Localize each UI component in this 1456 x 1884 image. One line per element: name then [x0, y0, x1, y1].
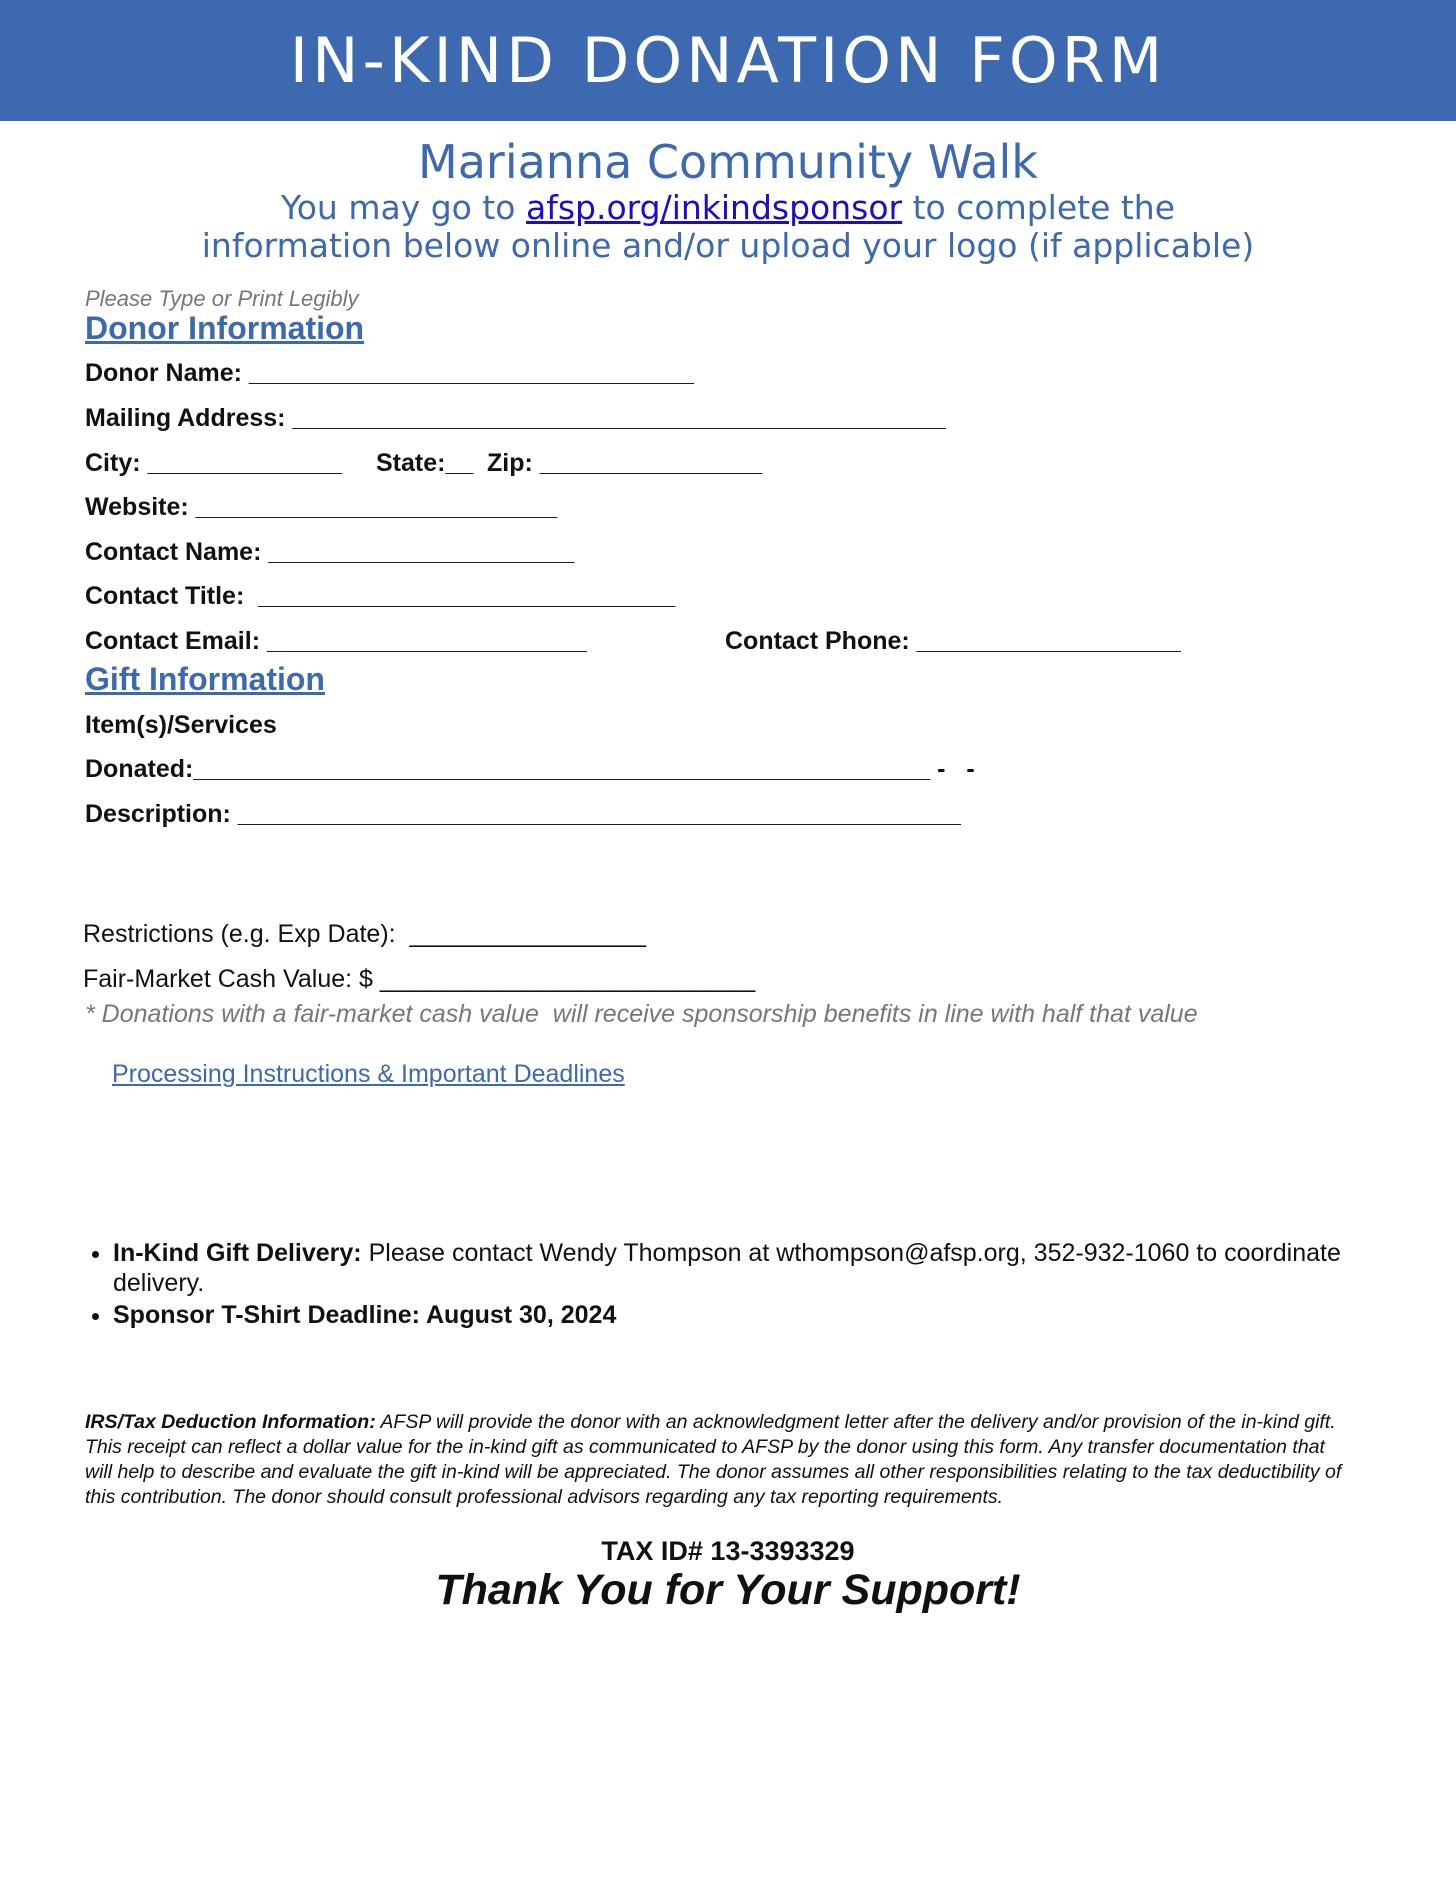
- deadline-list: [85, 1238, 1383, 1332]
- form-title-banner: IN-KIND DONATION FORM: [0, 0, 1456, 121]
- list-item: [113, 1300, 1383, 1330]
- list-item: [113, 1238, 1383, 1298]
- website-field[interactable]: Website: __________________________: [85, 493, 558, 521]
- tax-info-label: IRS/Tax Deduction Information:: [85, 1411, 376, 1433]
- description-field[interactable]: Description: ____________________________________________________: [85, 800, 961, 828]
- donor-name-field[interactable]: Donor Name: ________________________________: [85, 359, 694, 387]
- online-note-line1: [0, 188, 1456, 228]
- fair-market-value-field[interactable]: Fair-Market Cash Value: $ ___________________________: [83, 965, 756, 993]
- event-name: Marianna Community Walk: [418, 135, 1038, 189]
- tax-info-text: AFSP will provide the donor with an acknowledgment letter after the delivery and/or provision of the in-kind gift. This receipt can reflect a dollar value for the in-kind gift as communicated to AFSP by the donor using this form. Any transfer documentation that will help to describe and evaluate the gift in-kind will be appreciated. The donor assumes all other responsibilities relating to the tax deductibility of this contribution. The donor should consult professional advisors regarding any tax reporting requirements.: [85, 1411, 1342, 1508]
- tax-id: TAX ID# 13-3393329: [601, 1536, 855, 1566]
- items-services-label: Item(s)/Services: [85, 711, 277, 739]
- restrictions-field[interactable]: Restrictions (e.g. Exp Date): _________________: [83, 920, 646, 948]
- tshirt-deadline: Sponsor T-Shirt Deadline: August 30, 2024: [113, 1301, 617, 1329]
- contact-phone-field[interactable]: Contact Phone: ___________________: [725, 627, 1181, 655]
- contact-name-field[interactable]: Contact Name: ______________________: [85, 538, 575, 566]
- online-note-line2: information below online and/or upload your logo (if applicable): [201, 226, 1255, 265]
- mailing-address-field[interactable]: Mailing Address: _______________________________________________: [85, 404, 946, 432]
- city-field[interactable]: City: ______________: [85, 449, 343, 477]
- state-field[interactable]: State:__: [376, 449, 474, 477]
- fair-market-footnote: * Donations with a fair-market cash value will receive sponsorship benefits in line with half that value: [85, 1000, 1198, 1028]
- online-note-prefix: You may go to: [280, 188, 526, 227]
- contact-title-field[interactable]: Contact Title: ______________________________: [85, 582, 676, 610]
- zip-field[interactable]: Zip: ________________: [487, 449, 763, 477]
- delivery-label: In-Kind Gift Delivery:: [113, 1239, 362, 1267]
- delivery-text: Please contact Wendy Thompson at wthompson@afsp.org, 352-932-1060 to coordinate delivery.: [113, 1239, 1341, 1297]
- tax-deduction-info: [85, 1410, 1355, 1510]
- thank-you-message: Thank You for Your Support!: [435, 1566, 1021, 1614]
- contact-email-field[interactable]: Contact Email: _______________________: [85, 627, 587, 655]
- gift-section-heading: Gift Information: [85, 661, 325, 697]
- donated-field[interactable]: Donated:_____________________________________________________ - -: [85, 755, 975, 783]
- inkind-sponsor-link[interactable]: afsp.org/inkindsponsor: [525, 188, 903, 227]
- instructions-hint: Please Type or Print Legibly: [85, 286, 359, 311]
- processing-instructions-link[interactable]: Processing Instructions & Important Deadlines: [112, 1060, 625, 1088]
- donor-section-heading: Donor Information: [85, 310, 365, 346]
- online-note-suffix: to complete the: [902, 188, 1176, 227]
